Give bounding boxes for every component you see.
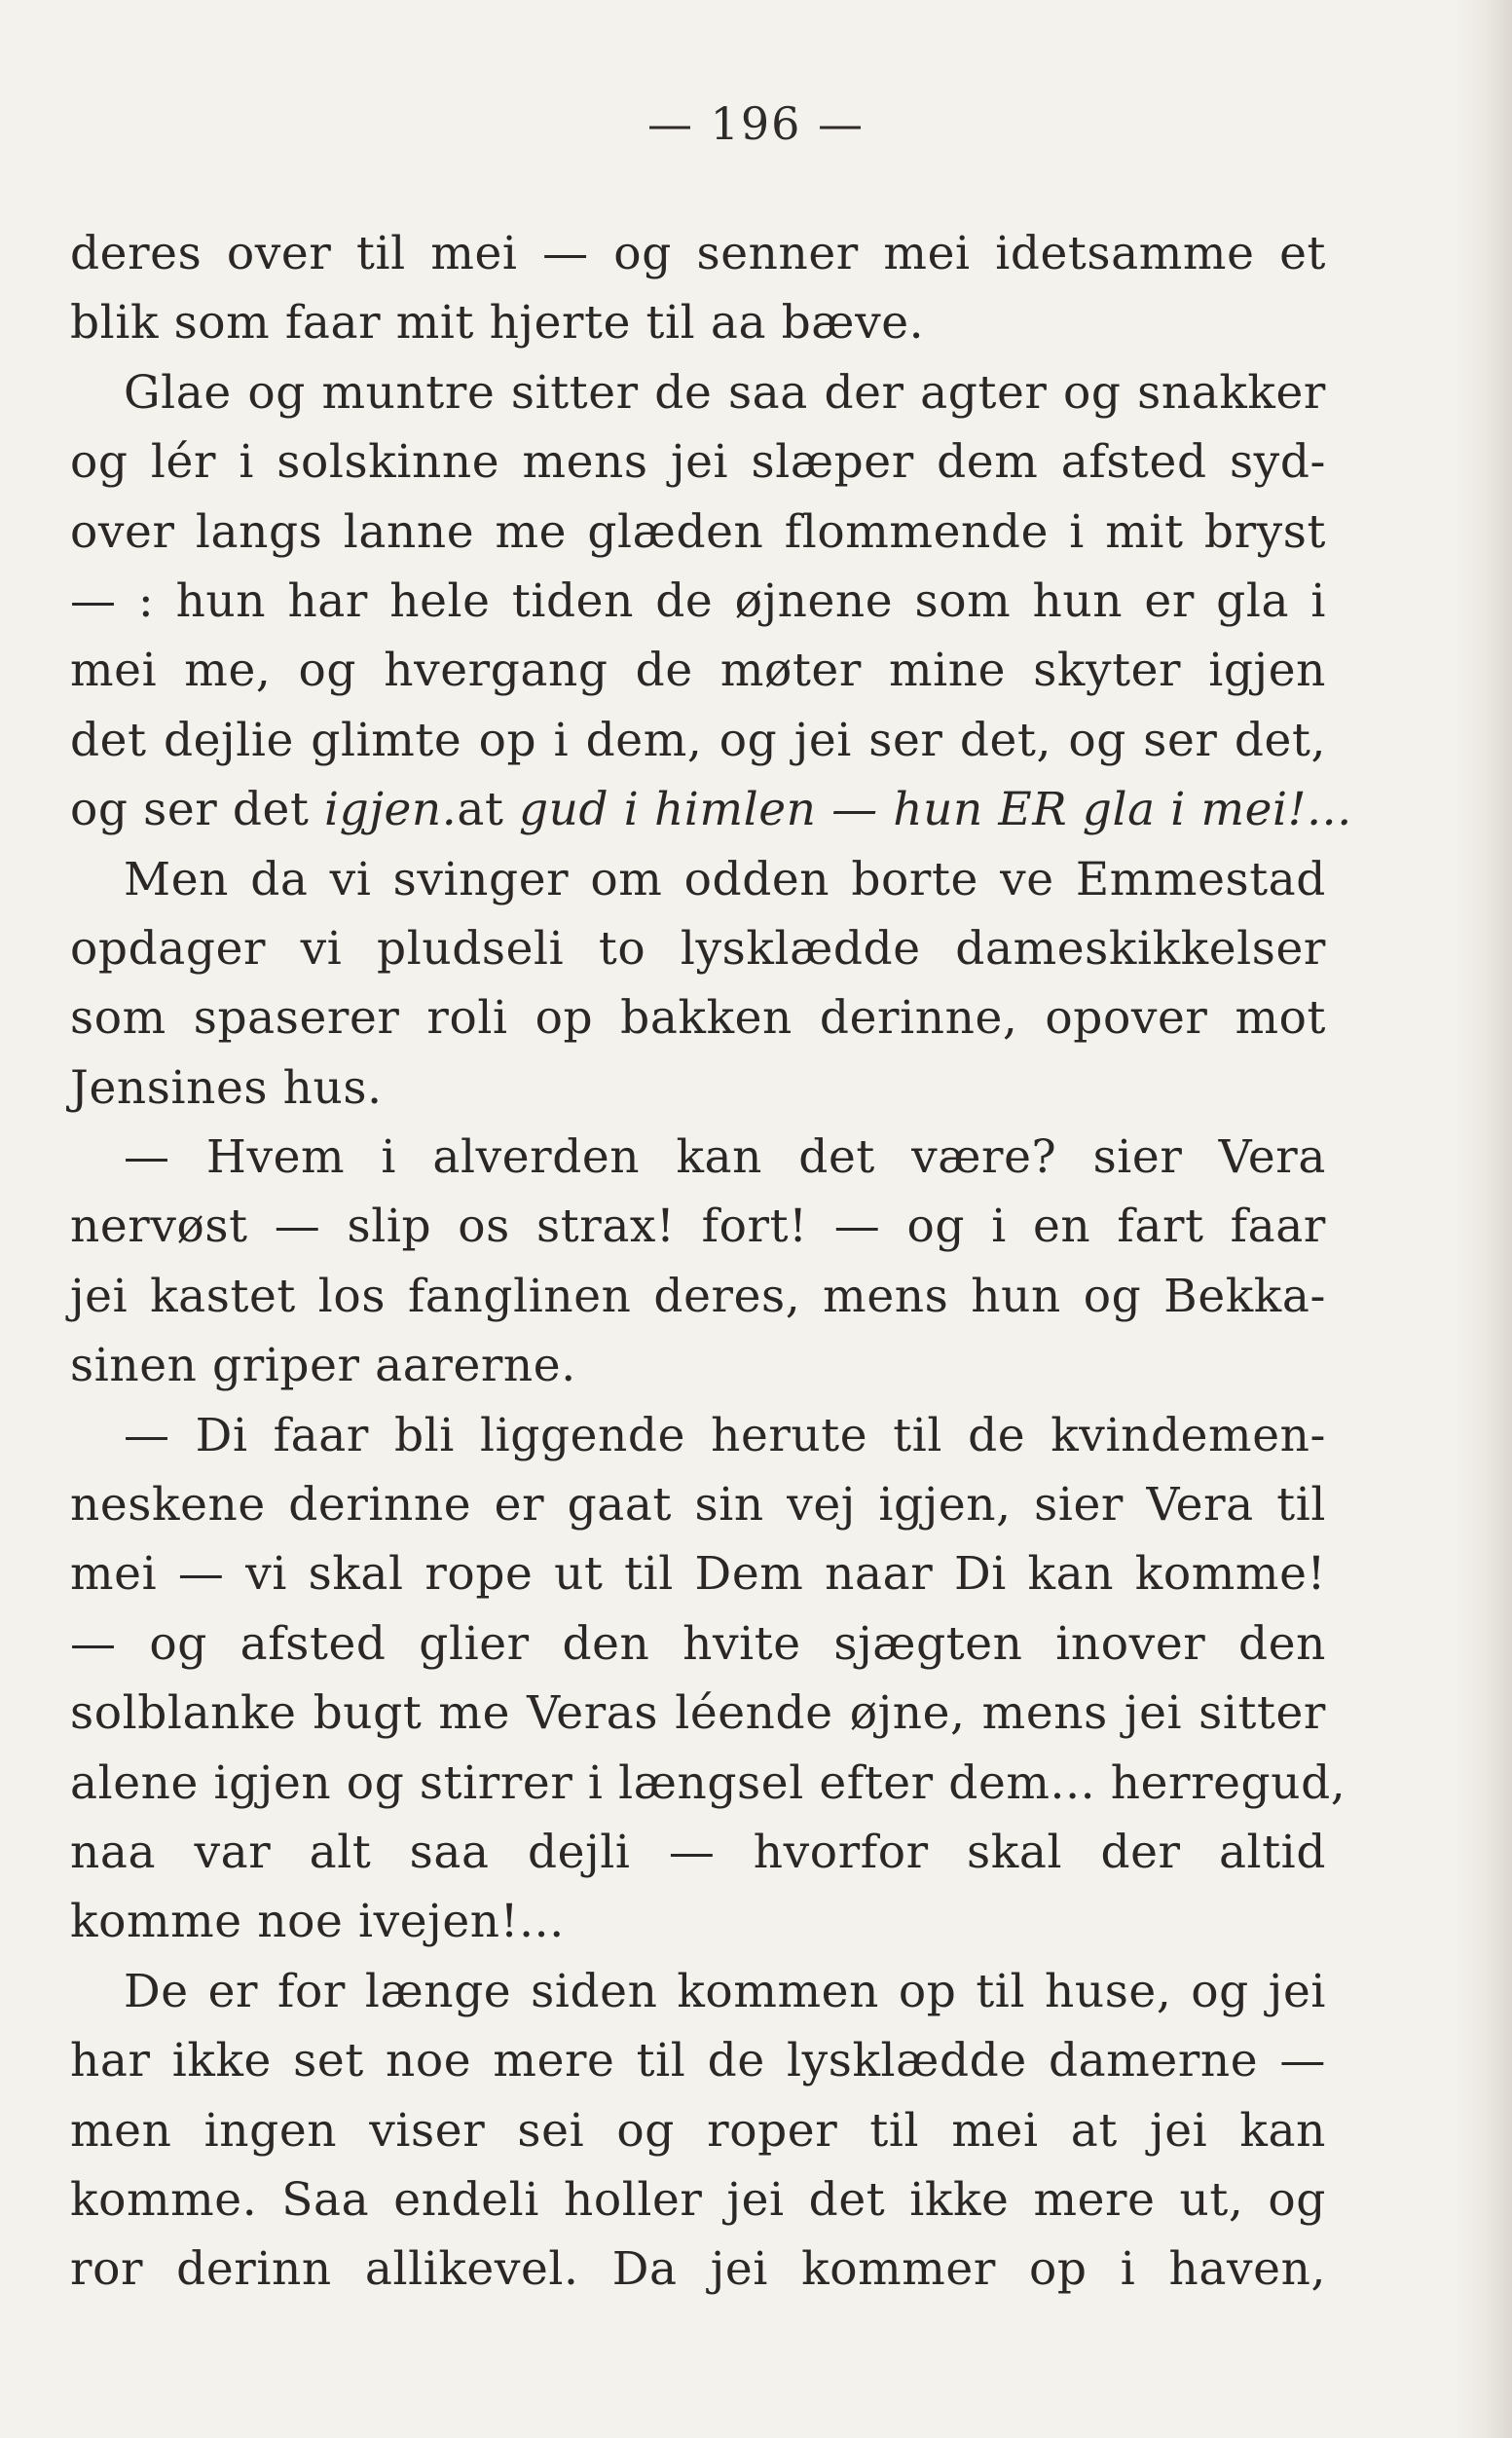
body-text bbox=[70, 219, 1352, 2305]
text-line: og lér i solskinne mens jei slæper dem afsted syd- bbox=[70, 435, 1326, 490]
text-fragment: at bbox=[457, 783, 519, 837]
text-line: naa var alt saa dejli — hvorfor skal der altid bbox=[70, 1825, 1326, 1879]
text-line: sinen griper aarerne. bbox=[70, 1339, 576, 1393]
text-line: Men da vi svinger om odden borte ve Emmestad bbox=[124, 852, 1326, 906]
text-line: — : hun har hele tiden de øjnene som hun er gla i bbox=[70, 573, 1326, 628]
text-line: opdager vi pludseli to lysklædde dameskikkelser bbox=[70, 921, 1326, 976]
text-line: som spaserer roli op bakken derinne, opover mot bbox=[70, 991, 1326, 1046]
text-line: — Di faar bli liggende herute til de kvindemen- bbox=[124, 1408, 1326, 1462]
italic-fragment: gud i himlen — hun ER gla i mei!... bbox=[518, 783, 1352, 837]
text-line: mei — vi skal rope ut til Dem naar Di kan komme! bbox=[70, 1547, 1326, 1602]
text-line: har ikke set noe mere til de lysklædde damerne — bbox=[70, 2034, 1326, 2088]
text-line: men ingen viser sei og roper til mei at jei kan bbox=[70, 2103, 1326, 2158]
text-fragment: og ser det bbox=[70, 783, 324, 837]
text-line: komme. Saa endeli holler jei det ikke mere ut, og bbox=[70, 2172, 1326, 2227]
text-line: — Hvem i alverden kan det være? sier Vera bbox=[124, 1130, 1326, 1185]
page-edge-shadow bbox=[1454, 0, 1512, 2438]
text-line: Jensines hus. bbox=[70, 1060, 383, 1115]
text-line: over langs lanne me glæden flommende i mit bryst bbox=[70, 504, 1326, 559]
text-line-mixed bbox=[70, 775, 1352, 844]
text-line: blik som faar mit hjerte til aa bæve. bbox=[70, 296, 925, 351]
text-line: komme noe ivejen!... bbox=[70, 1895, 565, 1949]
text-line: solblanke bugt me Veras léende øjne, mens jei sitter bbox=[70, 1686, 1326, 1741]
text-line: neskene derinne er gaat sin vej igjen, sier Vera til bbox=[70, 1478, 1326, 1533]
text-line: det dejlie glimte op i dem, og jei ser det, og ser det, bbox=[70, 713, 1326, 767]
text-line: deres over til mei — og senner mei idetsamme et bbox=[70, 227, 1326, 280]
italic-fragment: igjen. bbox=[324, 783, 458, 837]
text-line: mei me, og hvergang de møter mine skyter igjen bbox=[70, 644, 1326, 698]
text-line: jei kastet los fanglinen deres, mens hun og Bekka- bbox=[70, 1269, 1326, 1323]
text-line: alene igjen og stirrer i længsel efter dem... herregud, bbox=[70, 1755, 1346, 1810]
text-line: De er for længe siden kommen op til huse, og jei bbox=[124, 1964, 1326, 2018]
text-line: — og afsted glier den hvite sjægten inover den bbox=[70, 1616, 1326, 1671]
text-line: Glae og muntre sitter de saa der agter og snakker bbox=[124, 365, 1326, 420]
text-line: nervøst — slip os strax! fort! — og i en fart faar bbox=[70, 1200, 1326, 1254]
page-number: — 196 — bbox=[646, 97, 866, 150]
text-line: ror derinn allikevel. Da jei kommer op i haven, bbox=[70, 2242, 1326, 2297]
